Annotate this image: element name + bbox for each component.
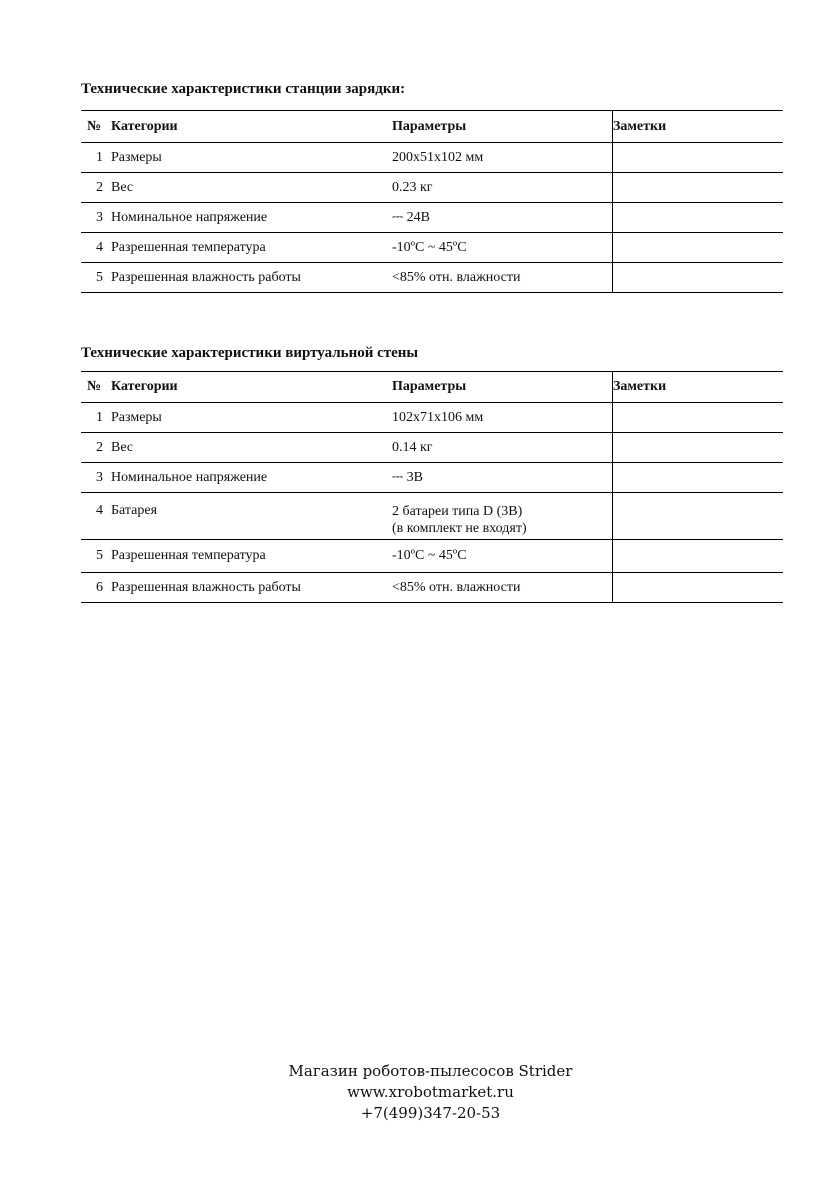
row-num: 1 [81, 403, 111, 433]
row-num: 3 [81, 463, 111, 493]
table-header-row [81, 111, 783, 143]
table-row [81, 540, 783, 573]
row-params: 200x51x102 мм [391, 143, 613, 173]
table-row [81, 203, 783, 233]
table-row [81, 493, 783, 540]
row-category: Размеры [111, 143, 391, 173]
row-params: -10ºC ~ 45ºC [391, 540, 613, 573]
row-params: 0.23 кг [391, 173, 613, 203]
row-num: 5 [81, 540, 111, 573]
row-params: ⎓ 3В [391, 463, 613, 493]
row-num: 3 [81, 203, 111, 233]
charging-station-specs-table [81, 110, 783, 293]
header-num: № [81, 372, 111, 403]
row-notes [613, 403, 784, 433]
row-notes [613, 173, 784, 203]
row-notes [613, 203, 784, 233]
footer-website: www.xrobotmarket.ru [347, 1083, 514, 1101]
footer-phone: +7(499)347-20-53 [360, 1104, 501, 1122]
row-num: 2 [81, 173, 111, 203]
row-category: Разрешенная температура [111, 233, 391, 263]
row-notes [613, 263, 784, 293]
row-category: Номинальное напряжение [111, 203, 391, 233]
row-category: Разрешенная температура [111, 540, 391, 573]
table-row [81, 173, 783, 203]
table-row [81, 263, 783, 293]
table-row [81, 403, 783, 433]
table-row [81, 233, 783, 263]
row-notes [613, 233, 784, 263]
header-category: Категории [111, 372, 391, 403]
table-row [81, 143, 783, 173]
table-row [81, 433, 783, 463]
row-category: Вес [111, 173, 391, 203]
header-category: Категории [111, 111, 391, 143]
row-params: 0.14 кг [391, 433, 613, 463]
row-num: 4 [81, 233, 111, 263]
row-params: <85% отн. влажности [391, 263, 613, 293]
header-notes: Заметки [613, 111, 784, 143]
row-notes [613, 463, 784, 493]
row-notes [613, 540, 784, 573]
header-notes: Заметки [613, 372, 784, 403]
row-params-line1: 2 батареи типа D (3В) [392, 504, 523, 519]
row-notes [613, 573, 784, 603]
row-category: Разрешенная влажность работы [111, 263, 391, 293]
table-row [81, 573, 783, 603]
section-title-virtual-wall: Технические характеристики виртуальной стены [81, 345, 419, 361]
row-params: ⎓ 24В [391, 203, 613, 233]
row-params-line2: (в комплект не входят) [392, 521, 527, 536]
row-params: 102x71x106 мм [391, 403, 613, 433]
row-category: Разрешенная влажность работы [111, 573, 391, 603]
table-row [81, 463, 783, 493]
row-num: 4 [81, 493, 111, 540]
section-title-charging-station: Технические характеристики станции зарядки: [81, 81, 406, 97]
row-category: Вес [111, 433, 391, 463]
header-params: Параметры [391, 111, 613, 143]
row-params [391, 493, 613, 540]
row-category: Номинальное напряжение [111, 463, 391, 493]
row-num: 5 [81, 263, 111, 293]
row-notes [613, 493, 784, 540]
row-category: Батарея [111, 493, 391, 540]
row-num: 2 [81, 433, 111, 463]
row-category: Размеры [111, 403, 391, 433]
row-notes [613, 143, 784, 173]
row-params: -10ºC ~ 45ºC [391, 233, 613, 263]
row-params: <85% отн. влажности [391, 573, 613, 603]
footer-store-name: Магазин роботов-пылесосов Strider [288, 1062, 573, 1080]
header-params: Параметры [391, 372, 613, 403]
row-num: 6 [81, 573, 111, 603]
row-num: 1 [81, 143, 111, 173]
footer [0, 1061, 839, 1124]
header-num: № [81, 111, 111, 143]
table-header-row [81, 372, 783, 403]
virtual-wall-specs-table [81, 371, 783, 603]
row-notes [613, 433, 784, 463]
